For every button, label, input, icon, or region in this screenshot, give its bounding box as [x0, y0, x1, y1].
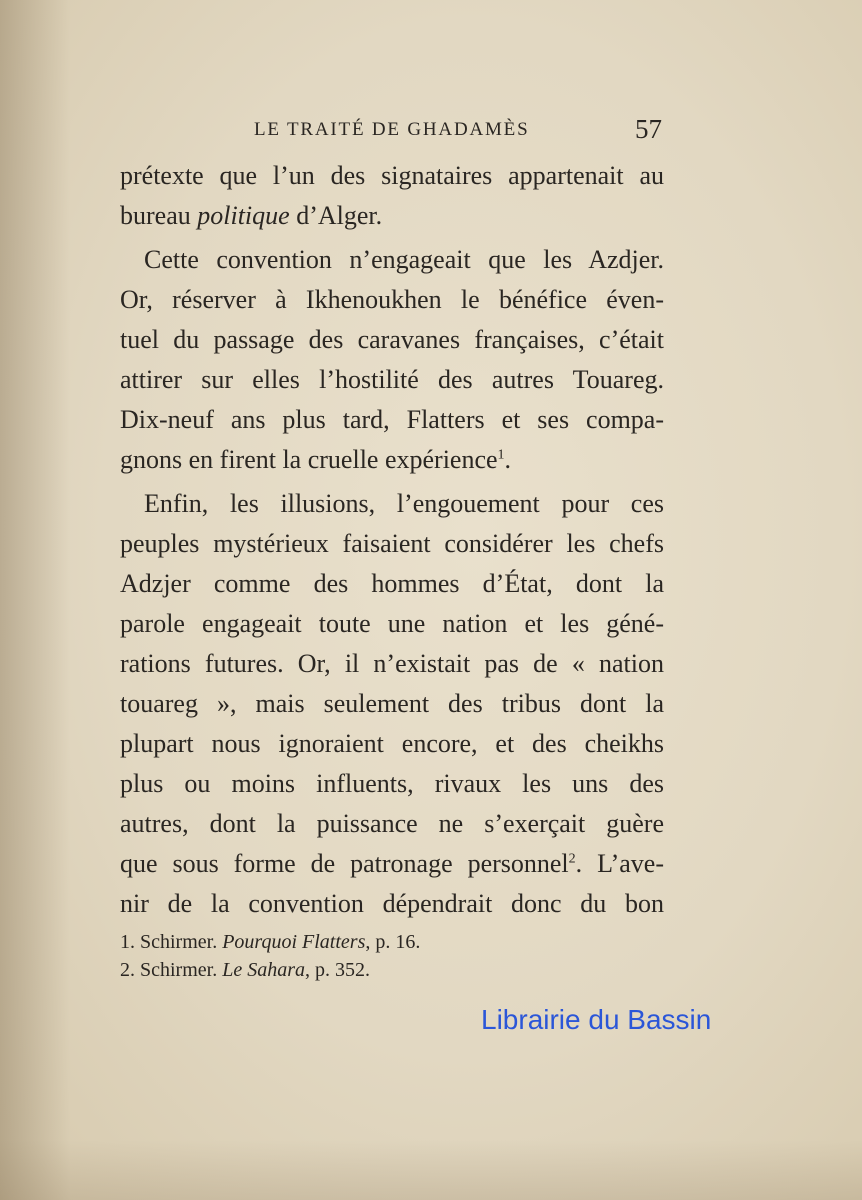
footnote-author: Schirmer. — [140, 931, 218, 953]
footnote-marker: 1 — [497, 447, 505, 463]
footnote-number: 2. — [120, 959, 135, 981]
text-line: Cette convention n’engageait que les Azdjer. — [144, 245, 664, 274]
text-line: parole engageait toute une nation et les géné- — [120, 609, 664, 638]
body-text — [120, 156, 664, 924]
footnote-marker: 2 — [568, 851, 576, 867]
page-gutter-shadow — [0, 0, 70, 1200]
text-line — [120, 440, 664, 480]
text-line: plupart nous ignoraient encore, et des cheikhs — [120, 729, 664, 758]
text-segment: bureau — [120, 201, 198, 230]
footnote-ref: , p. 352. — [305, 959, 371, 981]
text-line: attirer sur elles l’hostilité des autres Touareg. — [120, 365, 664, 394]
italic-word: politique — [197, 201, 290, 230]
text-line: autres, dont la puissance ne s’exerçait guère — [120, 809, 664, 838]
text-line: tuel du passage des caravanes françaises, c’était — [120, 325, 664, 354]
page-bottom-shadow — [0, 1140, 862, 1200]
footnote-2 — [120, 956, 540, 984]
text-line: peuples mystérieux faisaient considérer les chefs — [120, 529, 664, 558]
watermark: Librairie du Bassin — [481, 1004, 712, 1035]
page-number: 57 — [635, 114, 662, 144]
text-line: nir de la convention dépendrait donc du bon — [120, 889, 664, 918]
text-line: rations futures. Or, il n’existait pas de « nation — [120, 649, 664, 678]
footnotes — [120, 928, 540, 984]
footnote-author: Schirmer. — [140, 959, 218, 981]
text-line — [120, 844, 664, 884]
footnote-1 — [120, 928, 540, 956]
text-line: plus ou moins influents, rivaux les uns des — [120, 769, 664, 798]
text-segment: que sous forme de patronage personnel — [120, 849, 569, 878]
running-head — [122, 114, 662, 148]
text-line: Adzjer comme des hommes d’État, dont la — [120, 569, 664, 598]
text-line: prétexte que l’un des signataires appartenait au — [120, 161, 664, 190]
running-title: LE TRAITÉ DE GHADAMÈS — [254, 119, 530, 140]
text-segment: gnons en firent la cruelle expérience — [120, 445, 498, 474]
text-line: touareg », mais seulement des tribus dont la — [120, 689, 664, 718]
text-segment: d’Alger. — [289, 201, 383, 230]
footnote-number: 1. — [120, 931, 135, 953]
text-segment: . L’ave- — [575, 849, 664, 878]
text-line — [120, 196, 664, 236]
text-segment: . — [504, 445, 512, 474]
text-line: Enfin, les illusions, l’engouement pour ces — [144, 489, 664, 518]
text-line: Or, réserver à Ikhenoukhen le bénéfice éven- — [120, 285, 664, 314]
footnote-ref: , p. 16. — [365, 931, 421, 953]
footnote-title: Pourquoi Flatters — [222, 931, 366, 953]
footnote-title: Le Sahara — [222, 959, 306, 981]
text-line: Dix-neuf ans plus tard, Flatters et ses compa- — [120, 405, 664, 434]
